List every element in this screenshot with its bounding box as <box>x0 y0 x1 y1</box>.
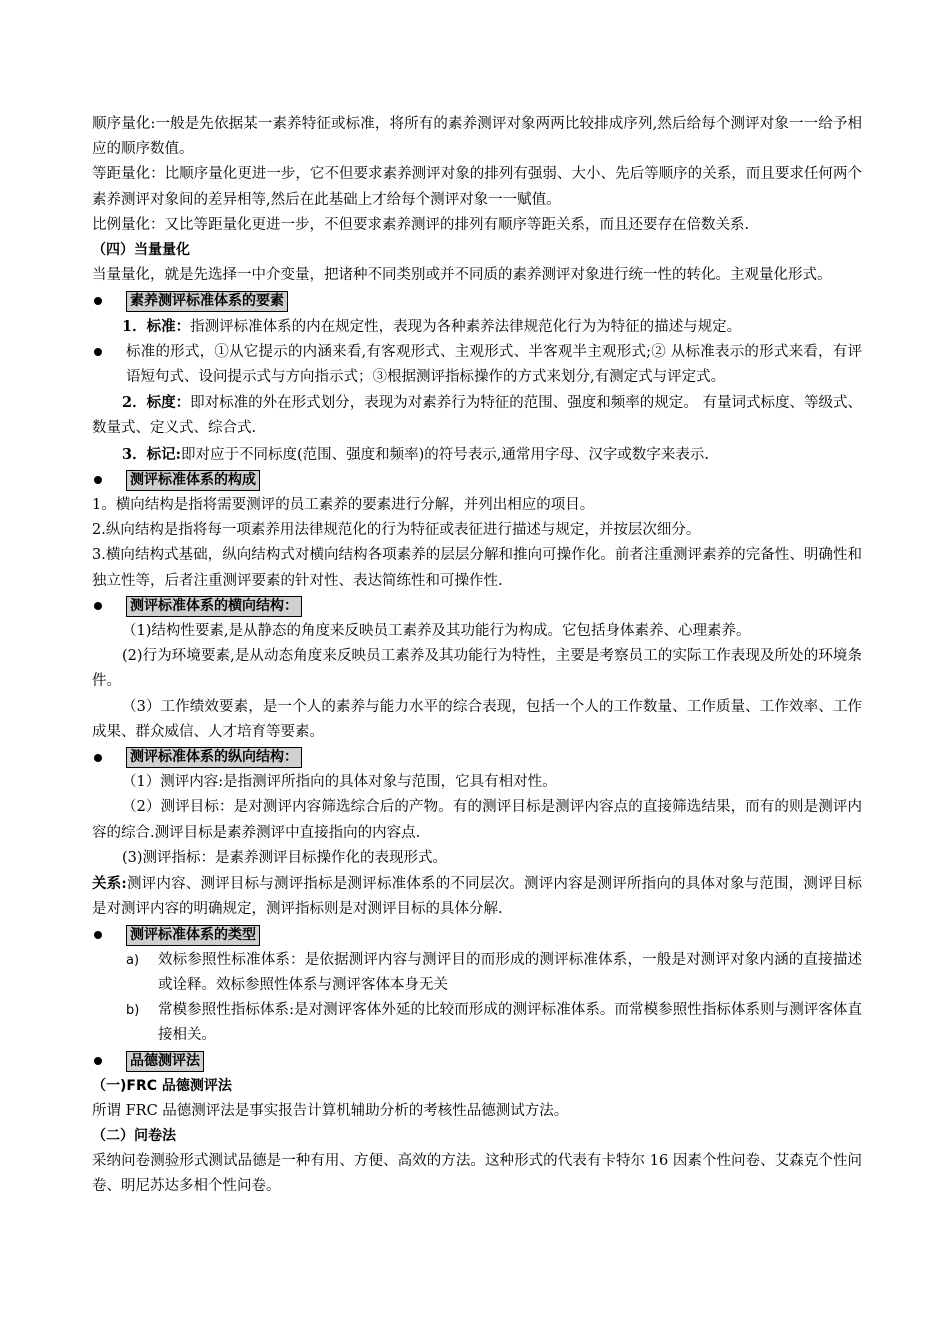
item-text: 即对标准的外在形式划分，表现为对素养行为特征的范围、强度和频率的规定。 有量词式标度、等级式、数量式、定义式、综合式. <box>92 395 862 437</box>
bullet-icon <box>94 1057 102 1065</box>
bullet-icon <box>94 602 102 610</box>
section-heading-moral-assessment <box>92 1048 862 1073</box>
item-mark <box>92 442 862 468</box>
section-title: 测评标准体系的类型 <box>126 925 260 946</box>
list-marker: a) <box>126 952 140 968</box>
bullet-icon <box>94 931 102 939</box>
item-text: 即对应于不同标度(范围、强度和频率)的符号表示,通常用字母、汉字或数字来表示. <box>180 446 709 463</box>
section-title: 测评标准体系的横向结构： <box>126 596 302 617</box>
subheading-questionnaire: （二）问卷法 <box>92 1128 176 1145</box>
list-item: 1。横向结构是指将需要测评的员工素养的要素进行分解，并列出相应的项目。 <box>92 497 595 514</box>
list-item: （1)结构性要素,是从静态的角度来反映员工素养及其功能行为构成。它包括身体素养、心理素养。 <box>122 623 751 640</box>
paragraph-frc: 所谓 FRC 品德测评法是事实报告计算机辅助分析的考核性品德测试方法。 <box>92 1102 569 1119</box>
paragraph-ratio-quantification: 比例量化：又比等距量化更进一步，不但要求素养测评的排列有顺序等距关系，而且还要存在倍数关系. <box>92 216 750 233</box>
list-item: 2.纵向结构是指将每一项素养用法律规范化的行为特征或表征进行描述与规定，并按层次细分。 <box>92 522 701 539</box>
paragraph-equivalent-quantification: 当量量化，就是先选择一中介变量，把诸种不同类别或并不同质的素养测评对象进行统一性的转化。主观量化形式。 <box>92 267 832 284</box>
document-page <box>92 112 862 1200</box>
item-scale <box>92 390 862 441</box>
list-item: （3）工作绩效要素，是一个人的素养与能力水平的综合表现，包括一个人的工作数量、工作质量、工作效率、工作成果、群众威信、人才培育等要素。 <box>92 698 862 740</box>
list-item: （2）测评目标：是对测评内容筛选综合后的产物。有的测评目标是测评内容点的直接筛选结果，而有的则是测评内容的综合.测评目标是素养测评中直接指向的内容点. <box>92 799 862 841</box>
item-label: 3．标记: <box>122 445 181 463</box>
list-item-criterion-referenced <box>126 948 862 998</box>
item-label: 2．标度： <box>122 394 191 412</box>
bullet-paragraph-forms <box>92 340 862 390</box>
list-item-norm-referenced <box>126 998 862 1048</box>
list-item: (2)行为环境要素,是从动态角度来反映员工素养及其功能行为特性，主要是考察员工的实际工作表现及所处的环境条件。 <box>92 648 862 690</box>
paragraph-order-quantification: 顺序量化:一般是先依据某一素养特征或标准，将所有的素养测评对象两两比较排成序列,然后给每个测评对象一一给予相应的顺序数值。 <box>92 116 862 158</box>
section-title: 测评标准体系的构成 <box>126 470 260 491</box>
paragraph-questionnaire: 采纳问卷测验形式测试品德是一种有用、方便、高效的方法。这种形式的代表有卡特尔 16 因素个性问卷、艾森克个性问卷、明尼苏达多相个性问卷。 <box>92 1153 862 1195</box>
section-title: 素养测评标准体系的要素 <box>126 291 288 312</box>
item-standard <box>92 314 862 340</box>
list-item: （1）测评内容:是指测评所指向的具体对象与范围，它具有相对性。 <box>122 774 557 791</box>
section-heading-horizontal-structure <box>92 594 862 619</box>
relation-text: 测评内容、测评目标与测评指标是测评标准体系的不同层次。测评内容是测评所指向的具体对象与范围，测评目标是对测评内容的明确规定，测评指标则是对测评目标的具体分解. <box>92 876 862 918</box>
section-heading-elements <box>92 288 862 313</box>
item-text: 指测评标准体系的内在规定性，表现为各种素养法律规范化行为为特征的描述与规定。 <box>190 318 742 335</box>
item-label: 1．标准： <box>122 317 191 335</box>
relation-label: 关系: <box>92 875 127 893</box>
list-item: 3.横向结构式基础，纵向结构式对横向结构各项素养的层层分解和推向可操作化。前者注重测评素养的完备性、明确性和独立性等，后者注重测评要素的针对性、表达简练性和可操作性. <box>92 547 862 589</box>
bullet-text: 标准的形式，①从它提示的内涵来看,有客观形式、主观形式、半客观半主观形式;② 从标准表示的形式来看，有评语短句式、设问提示式与方向指示式；③根据测评指标操作的方式来划分,有测定式与评定式。 <box>126 343 862 386</box>
list-text: 效标参照性标准体系：是依据测评内容与测评目的而形成的测评标准体系，一般是对测评对象内涵的直接描述或诠释。效标参照性体系与测评客体本身无关 <box>158 951 862 993</box>
bullet-icon <box>94 476 102 484</box>
list-text: 常模参照性指标体系:是对测评客体外延的比较而形成的测评标准体系。而常模参照性指标体系则与测评客体直接相关。 <box>158 1002 862 1044</box>
list-item: (3)测评指标：是素养测评目标操作化的表现形式。 <box>122 849 448 866</box>
section-title: 测评标准体系的纵向结构： <box>126 747 302 768</box>
section-heading-types <box>92 922 862 947</box>
bullet-icon <box>94 348 102 356</box>
section-heading-composition <box>92 468 862 493</box>
section-title: 品德测评法 <box>126 1051 204 1072</box>
bullet-icon <box>94 297 102 305</box>
bullet-icon <box>94 754 102 762</box>
relation-paragraph <box>92 871 862 922</box>
subheading-frc: （一)FRC 品德测评法 <box>92 1077 232 1094</box>
paragraph-interval-quantification: 等距量化：比顺序量化更进一步，它不但要求素养测评对象的排列有强弱、大小、先后等顺序的关系，而且要求任何两个素养测评对象间的差异相等,然后在此基础上才给每个测评对象一一赋值。 <box>92 166 862 208</box>
list-marker: b) <box>126 1003 140 1019</box>
section-heading-vertical-structure <box>92 745 862 770</box>
subheading-equivalent-quantification: （四）当量量化 <box>92 242 190 259</box>
